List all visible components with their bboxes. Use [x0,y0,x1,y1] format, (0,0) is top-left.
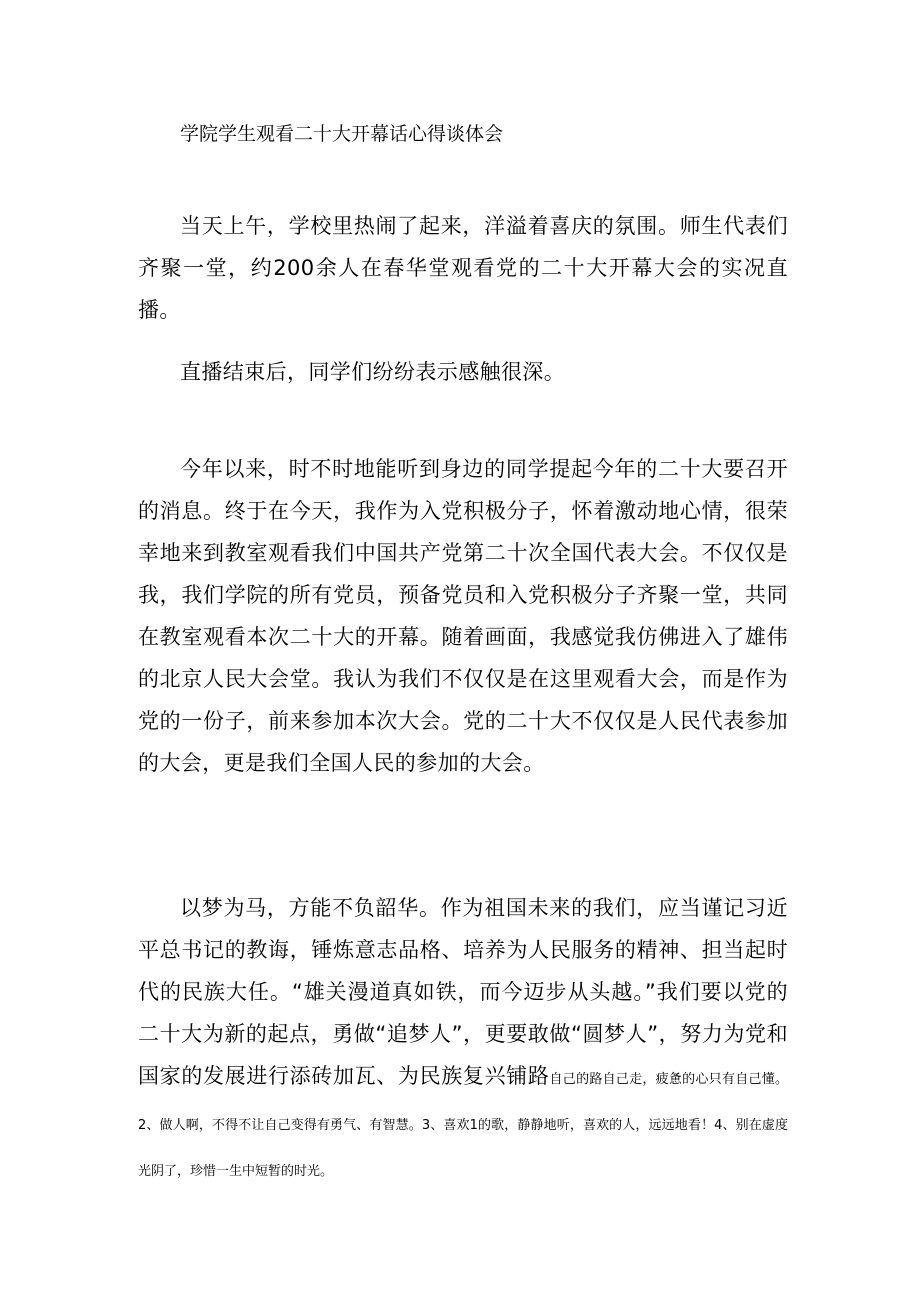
paragraph-4 [138,887,788,1193]
appended-small-text: 自己的路自己走，疲惫的心只有自己懂。2、做人啊，不得不让自己变得有勇气、有智慧。3、喜欢1的歌，静静地听，喜欢的人，远远地看！4、别在虚度光阴了，珍惜一生中短暂的时光。 [138,1072,788,1179]
paragraph-4-text: 以梦为马，方能不负韶华。作为祖国未来的我们，应当谨记习近平总书记的教诲，锤炼意志品格、培养为人民服务的精神、担当起时代的民族大任。“雄关漫道真如铁，而今迈步从头越。”我们要以党的二十大为新的起点，勇做“追梦人”，更要敢做“圆梦人”，努力为党和国家的发展进行添砖加瓦、为民族复兴铺路 [138,896,788,1088]
paragraph-1: 当天上午，学校里热闹了起来，洋溢着喜庆的氛围。师生代表们齐聚一堂，约200余人在春华堂观看党的二十大开幕大会的实况直播。 [138,214,788,322]
paragraph-2: 直播结束后，同学们纷纷表示感触很深。 [180,360,566,384]
paragraph-3: 今年以来，时不时地能听到身边的同学提起今年的二十大要召开的消息。终于在今天，我作为入党积极分子，怀着激动地心情，很荣幸地来到教室观看我们中国共产党第二十次全国代表大会。不仅仅是我，我们学院的所有党员，预备党员和入党积极分子齐聚一堂，共同在教室观看本次二十大的开幕。随着画面，我感觉我仿佛进入了雄伟的北京人民大会堂。我认为我们不仅仅是在这里观看大会，而是作为党的一份子，前来参加本次大会。党的二十大不仅仅是人民代表参加的大会，更是我们全国人民的参加的大会。 [138,457,788,775]
document-title: 学院学生观看二十大开幕话心得谈体会 [180,123,504,145]
